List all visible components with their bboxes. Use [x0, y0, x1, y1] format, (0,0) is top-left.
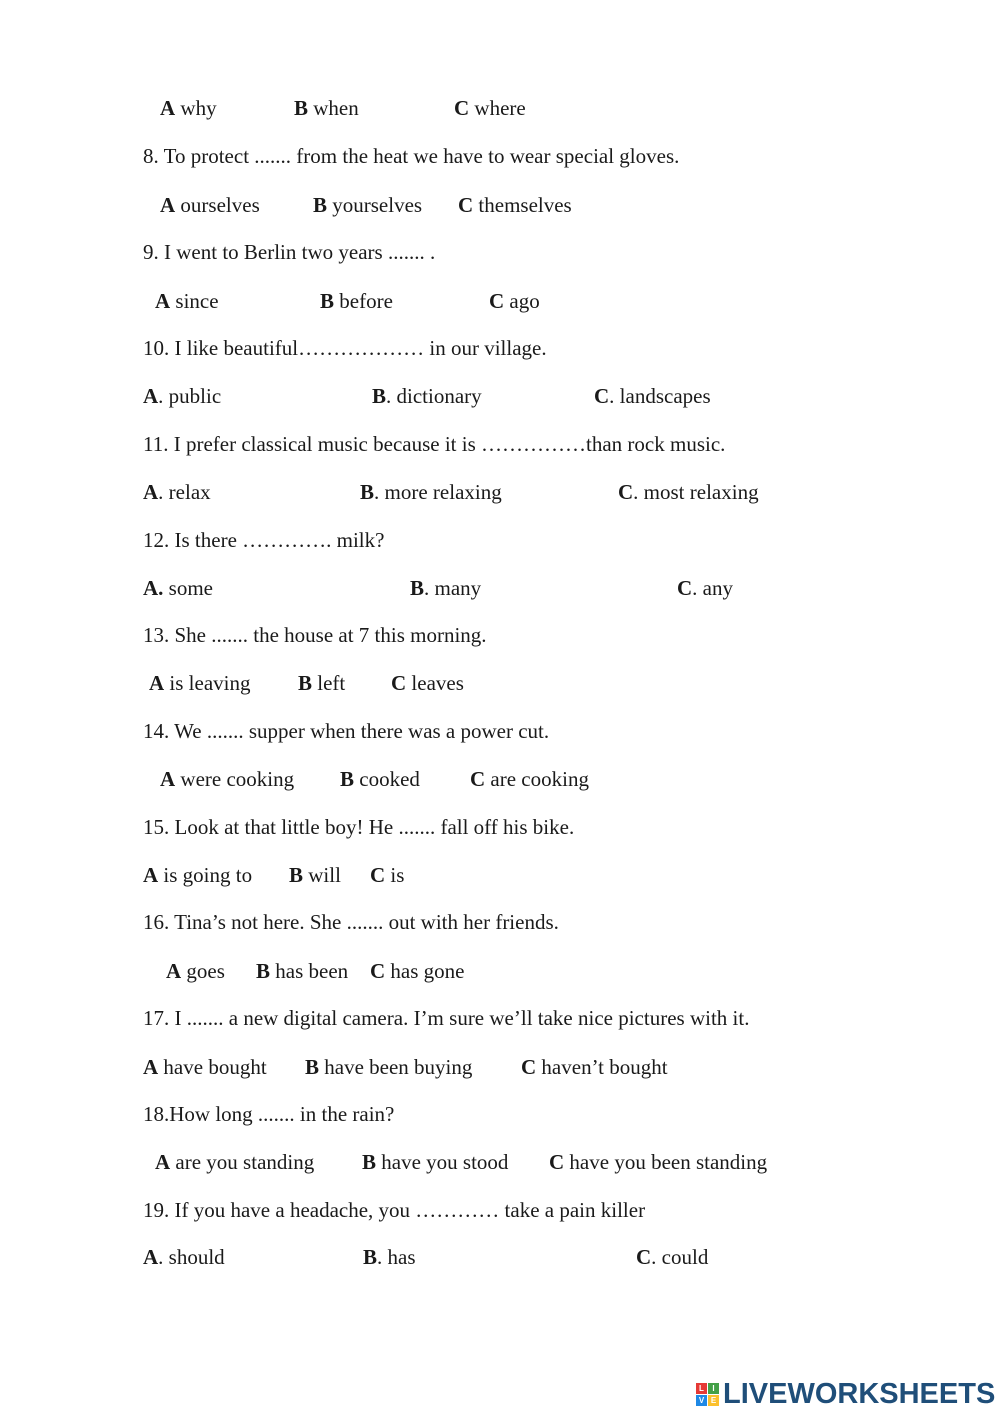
option-b[interactable]: B before [320, 289, 393, 313]
option-b[interactable]: B. more relaxing [360, 480, 502, 504]
question-8: 8. To protect ....... from the heat we have to wear special gloves. [143, 144, 680, 168]
option-c[interactable]: C. could [636, 1245, 709, 1269]
question-19: 19. If you have a headache, you ………… take a pain killer [143, 1198, 646, 1222]
option-a[interactable]: A goes [166, 959, 225, 983]
option-c[interactable]: C where [454, 96, 526, 120]
logo-mark-letter: V [696, 1395, 707, 1406]
option-b[interactable]: B cooked [340, 767, 420, 791]
question-13: 13. She ....... the house at 7 this morning. [143, 623, 487, 647]
question-12: 12. Is there …………. milk? [143, 528, 385, 552]
option-c[interactable]: C are cooking [470, 767, 589, 791]
liveworksheets-logo [696, 1376, 995, 1412]
question-18: 18.How long ....... in the rain? [143, 1102, 395, 1126]
option-a[interactable]: A are you standing [155, 1150, 315, 1174]
option-c[interactable]: C. any [677, 576, 733, 600]
option-c[interactable]: C haven’t bought [521, 1055, 668, 1079]
option-a[interactable]: A were cooking [160, 767, 295, 791]
option-b[interactable]: B when [294, 96, 359, 120]
question-16: 16. Tina’s not here. She ....... out with her friends. [143, 910, 559, 934]
option-a[interactable]: A is going to [143, 863, 253, 887]
option-c[interactable]: C. landscapes [594, 384, 711, 408]
option-a[interactable]: A since [155, 289, 219, 313]
logo-text: LIVEWORKSHEETS [723, 1377, 996, 1410]
question-17: 17. I ....... a new digital camera. I’m sure we’ll take nice pictures with it. [143, 1006, 750, 1030]
option-a[interactable]: A have bought [143, 1055, 267, 1079]
option-b[interactable]: B has been [256, 959, 349, 983]
logo-mark-letter: E [708, 1395, 719, 1406]
question-15: 15. Look at that little boy! He ....... fall off his bike. [143, 815, 575, 839]
question-10: 10. I like beautiful……………… in our village. [143, 336, 547, 360]
logo-mark-letter: L [696, 1383, 707, 1394]
option-b[interactable]: B. dictionary [372, 384, 482, 408]
option-c[interactable]: C themselves [458, 193, 572, 217]
option-a[interactable]: A. relax [143, 480, 211, 504]
option-c[interactable]: C. most relaxing [618, 480, 759, 504]
option-a[interactable]: A. some [143, 576, 213, 600]
option-c[interactable]: C have you been standing [549, 1150, 768, 1174]
option-b[interactable]: B will [289, 863, 341, 887]
option-b[interactable]: B have you stood [362, 1150, 509, 1174]
option-b[interactable]: B left [298, 671, 346, 695]
option-c[interactable]: C has gone [370, 959, 465, 983]
option-a[interactable]: A is leaving [149, 671, 251, 695]
option-b[interactable]: B. many [410, 576, 482, 600]
option-b[interactable]: B have been buying [305, 1055, 473, 1079]
logo-mark-letter: I [708, 1383, 719, 1394]
option-a[interactable]: A. public [143, 384, 222, 408]
option-c[interactable]: C is [370, 863, 405, 887]
option-a[interactable]: A ourselves [160, 193, 260, 217]
option-b[interactable]: B yourselves [313, 193, 423, 217]
option-c[interactable]: C ago [489, 289, 540, 313]
option-a[interactable]: A. should [143, 1245, 225, 1269]
option-b[interactable]: B. has [363, 1245, 416, 1269]
logo-mark-icon [696, 1383, 719, 1406]
question-9: 9. I went to Berlin two years ....... . [143, 240, 436, 264]
question-11: 11. I prefer classical music because it is ……………than rock music. [143, 432, 726, 456]
question-14: 14. We ....... supper when there was a power cut. [143, 719, 550, 743]
option-a[interactable]: A why [160, 96, 217, 120]
option-c[interactable]: C leaves [391, 671, 464, 695]
